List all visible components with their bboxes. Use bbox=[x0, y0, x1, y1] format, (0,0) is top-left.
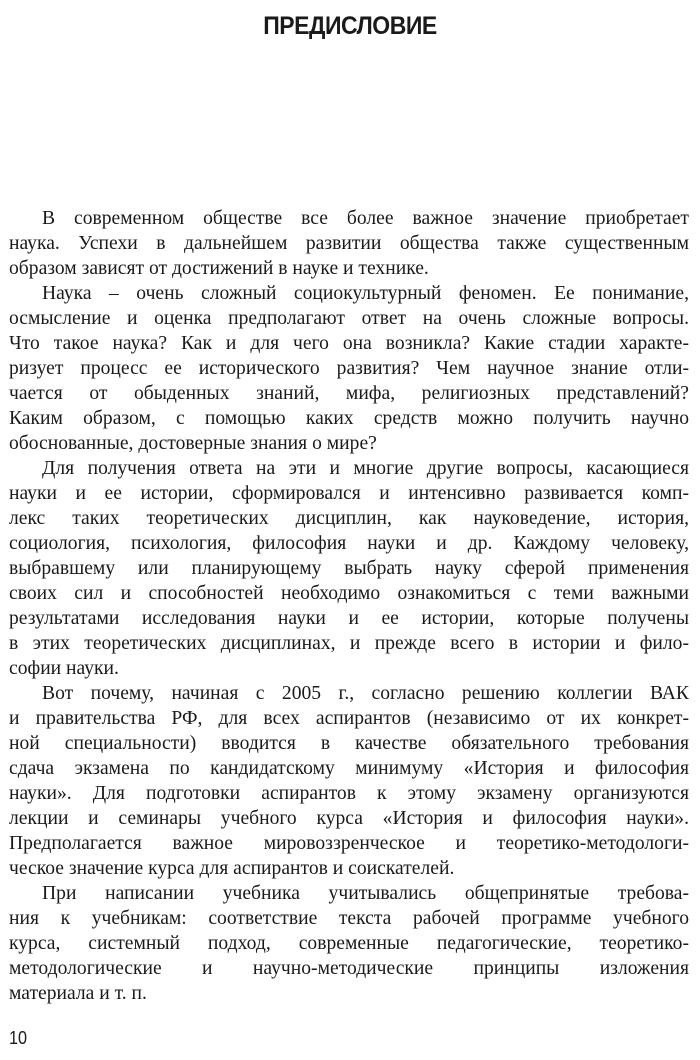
text-line: ния к учебникам: соответствие текста рабочей программе учебного bbox=[9, 908, 689, 929]
text-line: своих сил и способностей необходимо ознакомиться с теми важными bbox=[9, 583, 689, 604]
page-number: 10 bbox=[9, 1028, 28, 1048]
text-line: чается от обыденных знаний, мифа, религиозных представлений? bbox=[9, 383, 689, 404]
page-title: ПРЕДИСЛОВИЕ bbox=[263, 12, 437, 40]
text-line: науки и ее истории, сформировался и интенсивно развивается комп- bbox=[9, 483, 689, 504]
text-line: ческое значение курса для аспирантов и соискателей. bbox=[9, 858, 455, 879]
text-line: выбравшему или планирующему выбрать науку сферой применения bbox=[9, 558, 689, 579]
paragraph-3 bbox=[9, 456, 689, 681]
text-line: сдача экзамена по кандидатскому минимуму «История и философия bbox=[9, 758, 689, 779]
text-line: При написании учебника учитывались общепринятые требова- bbox=[42, 883, 689, 904]
text-line: результатами исследования науки и ее истории, которые получены bbox=[9, 608, 689, 629]
paragraph-1 bbox=[9, 206, 689, 281]
text-line: науки». Для подготовки аспирантов к этому экзамену организуются bbox=[9, 783, 689, 804]
text-line: социология, психология, философия науки и др. Каждому человеку, bbox=[9, 533, 689, 554]
text-line: осмысление и оценка предполагают ответ на очень сложные вопросы. bbox=[9, 308, 689, 329]
text-line: образом зависят от достижений в науке и технике. bbox=[9, 258, 429, 279]
text-line: Вот почему, начиная с 2005 г., согласно решению коллегии ВАК bbox=[42, 683, 689, 704]
text-line: лекс таких теоретических дисциплин, как науковедение, история, bbox=[9, 508, 689, 529]
paragraph-5 bbox=[9, 881, 689, 1006]
text-line: методологические и научно-методические принципы изложения bbox=[9, 958, 689, 979]
text-line: В современном обществе все более важное значение приобретает bbox=[42, 208, 689, 229]
main-text bbox=[9, 206, 689, 1006]
text-line: софии науки. bbox=[9, 658, 119, 679]
text-line: Наука – очень сложный социокультурный феномен. Ее понимание, bbox=[42, 283, 689, 304]
paragraph-2 bbox=[9, 281, 689, 456]
text-line: Для получения ответа на эти и многие другие вопросы, касающиеся bbox=[42, 458, 689, 479]
text-line: Что такое наука? Как и для чего она возникла? Какие стадии характе- bbox=[9, 333, 689, 354]
text-line: наука. Успехи в дальнейшем развитии общества также существенным bbox=[9, 233, 689, 254]
text-line: ной специальности) вводится в качестве обязательного требования bbox=[9, 733, 689, 754]
paragraph-4 bbox=[9, 681, 689, 881]
text-line: Каким образом, с помощью каких средств можно получить научно bbox=[9, 408, 689, 429]
text-line: лекции и семинары учебного курса «История и философия науки». bbox=[9, 808, 689, 829]
text-line: ризует процесс ее исторического развития? Чем научное знание отли- bbox=[9, 358, 689, 379]
text-line: и правительства РФ, для всех аспирантов (независимо от их конкрет- bbox=[9, 708, 689, 729]
text-line: Предполагается важное мировоззренческое и теоретико-методологи- bbox=[9, 833, 689, 854]
text-line: материала и т. п. bbox=[9, 983, 147, 1004]
text-line: обоснованные, достоверные знания о мире? bbox=[9, 433, 377, 454]
text-line: курса, системный подход, современные педагогические, теоретико- bbox=[9, 933, 689, 954]
text-line: в этих теоретических дисциплинах, и прежде всего в истории и фило- bbox=[9, 633, 689, 654]
